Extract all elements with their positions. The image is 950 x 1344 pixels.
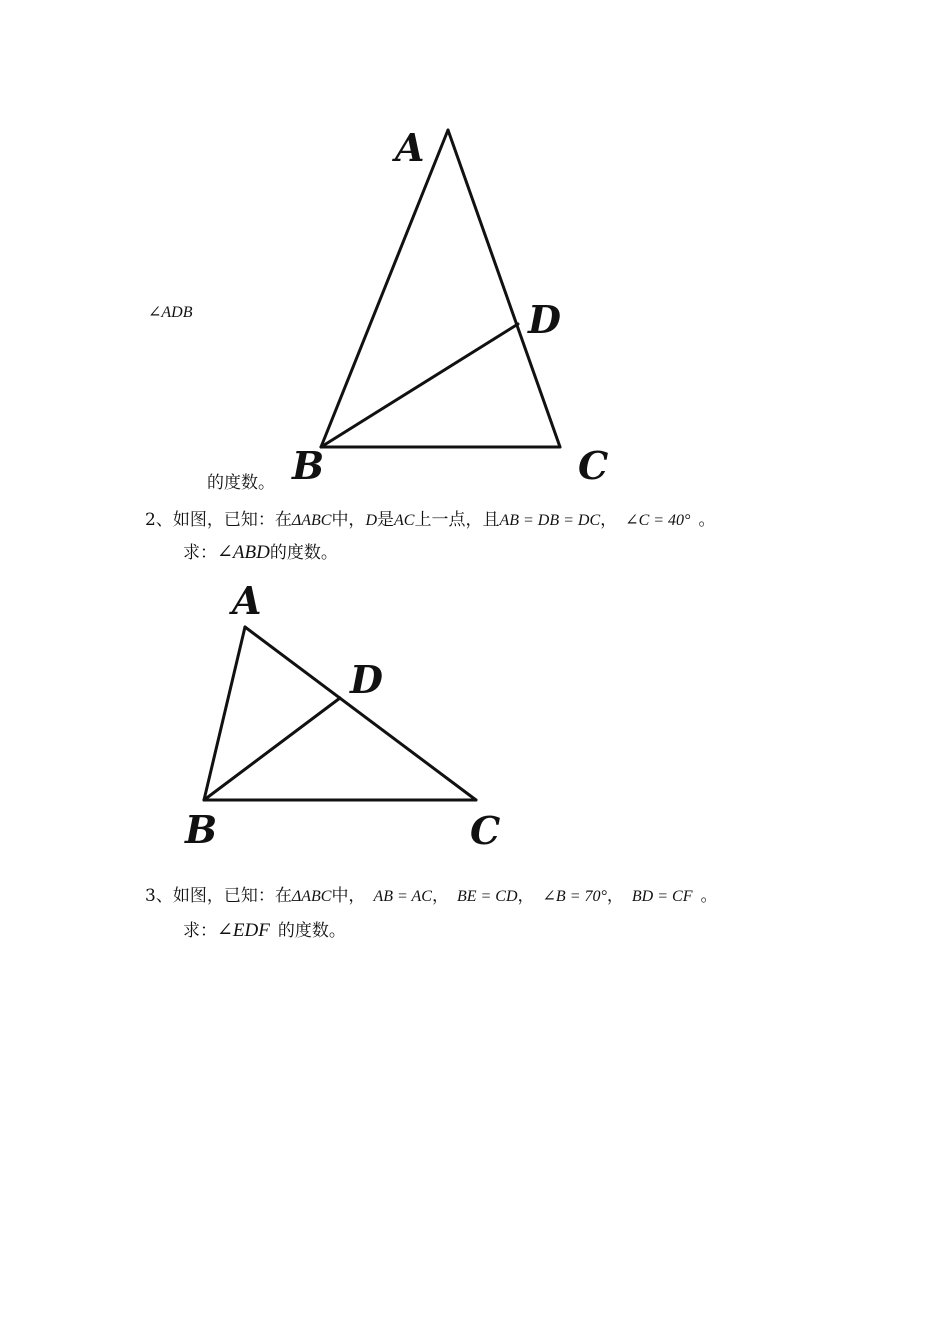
problem3-sep-2: ，: [517, 886, 535, 906]
fig2-edge-ac: [245, 627, 476, 800]
problem3-ask-prefix: 求：: [183, 921, 217, 941]
problem2-text-6: 。: [698, 510, 716, 530]
problem2-angle-c: ∠C = 40°: [625, 512, 691, 529]
problem2-text-1: 如图，已知：在: [172, 510, 292, 530]
fig1-vertex-a: A: [395, 125, 425, 170]
problem3-text-1: 如图，已知：在: [172, 886, 292, 906]
problem2-text-4: 上一点，且: [414, 510, 500, 530]
fig1-vertex-c: C: [578, 443, 609, 488]
problem3-triangle: ΔABC: [291, 888, 332, 905]
fig2-vertex-c: C: [470, 808, 501, 853]
problem3-ask-suffix: 的度数。: [277, 921, 346, 941]
problem1-angle-label: ∠ADB: [148, 304, 193, 321]
fig2-vertex-b: B: [185, 807, 218, 852]
problem1-tail: 的度数。: [207, 473, 275, 493]
problem3-eq-bd-cf: BD = CF: [631, 888, 693, 905]
problem2-equality: AB = DB = DC: [499, 512, 601, 529]
problem3-sep-1: ，: [431, 886, 449, 906]
fig2-vertex-d: D: [350, 657, 383, 702]
problem3-statement: [145, 885, 717, 908]
problem2-triangle: ΔABC: [291, 512, 332, 529]
problem2-point-d: D: [365, 512, 377, 529]
problem3-ask-angle: ∠EDF: [217, 920, 270, 941]
problem2-text-2: 中，: [331, 510, 366, 530]
problem2-text-3: 是: [377, 510, 394, 530]
problem2-segment-ac: AC: [394, 512, 415, 529]
problem3-angle-b: ∠B = 70°: [542, 888, 607, 905]
problem3-question: [183, 920, 346, 942]
problem3-eq-ab-ac: AB = AC: [373, 888, 432, 905]
problem3-end: 。: [700, 886, 718, 906]
problem2-ask-suffix: 的度数。: [269, 543, 338, 563]
problem3-number: 3、: [145, 886, 173, 906]
problem2-ask-angle: ∠ABD: [217, 542, 270, 563]
problem2-text-5: ，: [600, 510, 618, 530]
fig1-vertex-b: B: [292, 443, 325, 488]
fig2-vertex-a: A: [232, 578, 262, 623]
problem3-text-2: 中，: [331, 886, 366, 906]
problem2-ask-prefix: 求：: [183, 543, 217, 563]
problem3-eq-be-cd: BE = CD: [456, 888, 518, 905]
problem2-number: 2、: [145, 510, 173, 530]
fig1-vertex-d: D: [528, 297, 561, 342]
problem3-sep-3: ，: [606, 886, 624, 906]
